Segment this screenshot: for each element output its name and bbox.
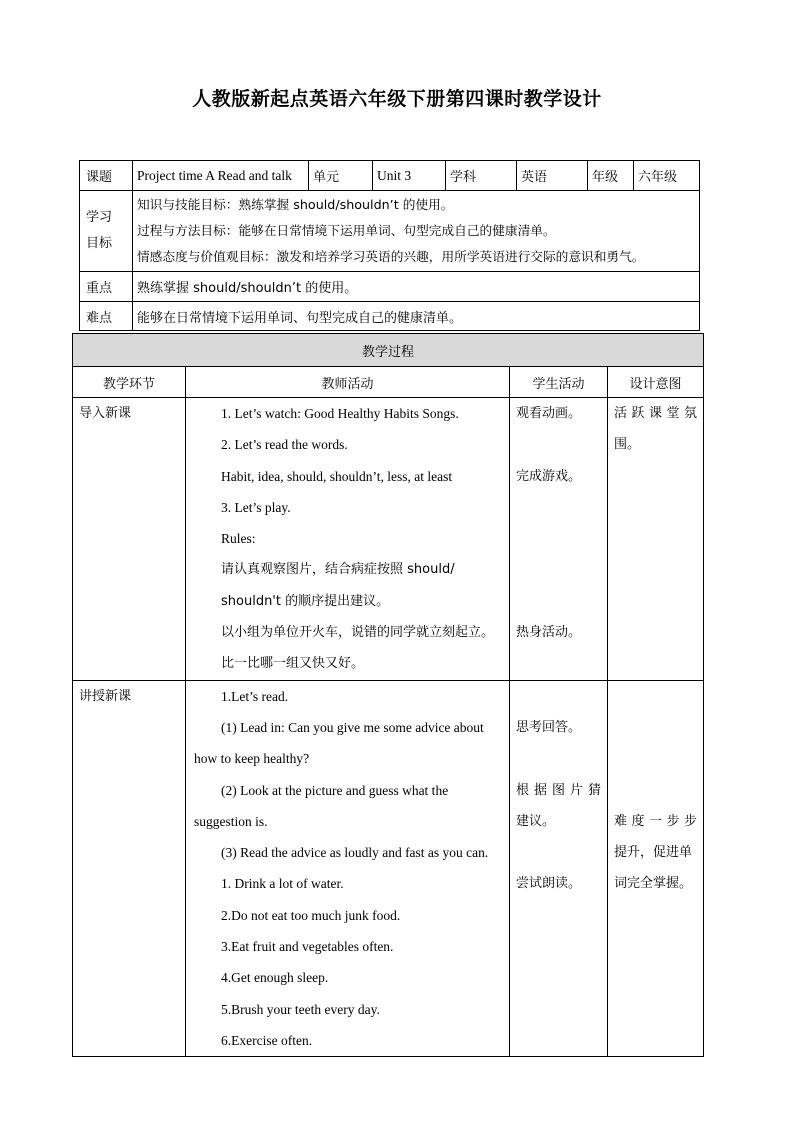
student-line — [516, 554, 601, 585]
teacher-activity-cell — [186, 680, 510, 1057]
teacher-line: 请认真观察图片，结合病症按照 should/ — [221, 562, 455, 578]
design-line: 提升，促进单 — [614, 845, 693, 861]
teacher-line: 2. Let’s read the words. — [221, 437, 348, 453]
design-intent-cell — [608, 398, 704, 681]
teacher-line: 比一比哪一组又快又好。 — [221, 656, 365, 672]
subject-value: 英语 — [517, 161, 588, 191]
teacher-line: 3.Eat fruit and vegetables often. — [221, 939, 394, 955]
student-line — [516, 681, 601, 712]
difficulty-value: 能够在日常情境下运用单词、句型完成自己的健康清单。 — [133, 302, 700, 331]
student-line — [516, 429, 601, 460]
teacher-line: suggestion is. — [194, 813, 268, 829]
teacher-line: (3) Read the advice as loudly and fast as you can. — [221, 845, 489, 861]
goals-label — [80, 191, 133, 272]
student-line: 尝试朗读。 — [516, 876, 582, 892]
stage-name-text: 导入新课 — [79, 406, 132, 421]
teacher-line: (2) Look at the picture and guess what the — [221, 782, 449, 798]
student-line — [516, 492, 601, 523]
teacher-line: 3. Let’s play. — [221, 499, 291, 515]
difficulty-label: 难点 — [80, 302, 133, 331]
topic-value: Project time A Read and talk — [133, 161, 309, 191]
teacher-line: Rules: — [221, 531, 256, 547]
header-student: 学生活动 — [510, 367, 608, 398]
process-table — [72, 333, 704, 1057]
teacher-line: 1. Drink a lot of water. — [221, 876, 344, 892]
student-line — [516, 586, 601, 617]
design-line: 围。 — [614, 437, 641, 453]
student-line: 根据图片猜 — [516, 782, 601, 798]
design-intent-cell — [608, 680, 704, 1057]
student-line — [516, 837, 601, 868]
teacher-line: 4.Get enough sleep. — [221, 970, 329, 986]
student-line: 建议。 — [516, 813, 556, 829]
student-line — [516, 743, 601, 774]
student-line: 完成游戏。 — [516, 468, 582, 484]
design-line: 词完全掌握。 — [614, 876, 693, 892]
grade-label: 年级 — [588, 161, 634, 191]
topic-label: 课题 — [80, 161, 133, 191]
student-line: 思考回答。 — [516, 719, 582, 735]
teacher-line: 6.Exercise often. — [221, 1032, 313, 1048]
info-table — [79, 160, 700, 331]
teacher-line: shouldn't 的顺序提出建议。 — [221, 593, 390, 609]
key-value: 熟练掌握 should/shouldn’t 的使用。 — [133, 272, 700, 302]
unit-value: Unit 3 — [373, 161, 446, 191]
goals-cell — [133, 191, 700, 272]
teacher-line: 5.Brush your teeth every day. — [221, 1001, 380, 1017]
subject-label: 学科 — [446, 161, 517, 191]
header-design: 设计意图 — [608, 367, 704, 398]
stage-name — [73, 680, 186, 1057]
grade-value: 六年级 — [634, 161, 700, 191]
design-line — [614, 775, 697, 806]
teacher-line: Habit, idea, should, shouldn’t, less, at least — [221, 468, 453, 484]
goal-attitude: 情感态度与价值观目标：激发和培养学习英语的兴趣，用所学英语进行交际的意识和勇气。 — [137, 249, 645, 264]
student-activity-cell — [510, 398, 608, 681]
process-title: 教学过程 — [73, 334, 704, 367]
teacher-line: 1.Let’s read. — [221, 688, 289, 704]
student-line: 热身活动。 — [516, 625, 582, 641]
design-line: 活跃课堂氛 — [614, 406, 698, 421]
student-line — [516, 523, 601, 554]
teacher-line: 2.Do not eat too much junk food. — [221, 907, 401, 923]
teacher-activity-cell — [186, 398, 510, 681]
header-teacher: 教师活动 — [186, 367, 510, 398]
stage-row-intro — [73, 398, 704, 681]
unit-label: 单元 — [309, 161, 373, 191]
design-line: 难度一步步 — [614, 813, 698, 829]
goal-knowledge: 知识与技能目标：熟练掌握 should/shouldn’t 的使用。 — [137, 197, 454, 212]
design-line — [614, 743, 697, 774]
teacher-line: (1) Lead in: Can you give me some advice about — [221, 719, 484, 735]
goal-process: 过程与方法目标：能够在日常情境下运用单词、句型完成自己的健康清单。 — [137, 223, 556, 238]
student-line — [516, 648, 601, 679]
header-stage: 教学环节 — [73, 367, 186, 398]
goals-label-line1: 学习 — [86, 210, 113, 225]
key-label: 重点 — [80, 272, 133, 302]
design-line — [614, 681, 697, 712]
stage-name-text: 讲授新课 — [79, 688, 132, 704]
stage-name — [73, 398, 186, 681]
teacher-line: 1. Let’s watch: Good Healthy Habits Songs. — [221, 406, 459, 421]
teacher-line: how to keep healthy? — [194, 751, 310, 767]
page-title: 人教版新起点英语六年级下册第四课时教学设计 — [192, 88, 602, 110]
teacher-line: 以小组为单位开火车，说错的同学就立刻起立。 — [221, 625, 495, 641]
design-line — [614, 712, 697, 743]
student-activity-cell — [510, 680, 608, 1057]
student-line: 观看动画。 — [516, 406, 582, 421]
stage-row-new — [73, 680, 704, 1057]
goals-label-line2: 目标 — [86, 236, 113, 251]
